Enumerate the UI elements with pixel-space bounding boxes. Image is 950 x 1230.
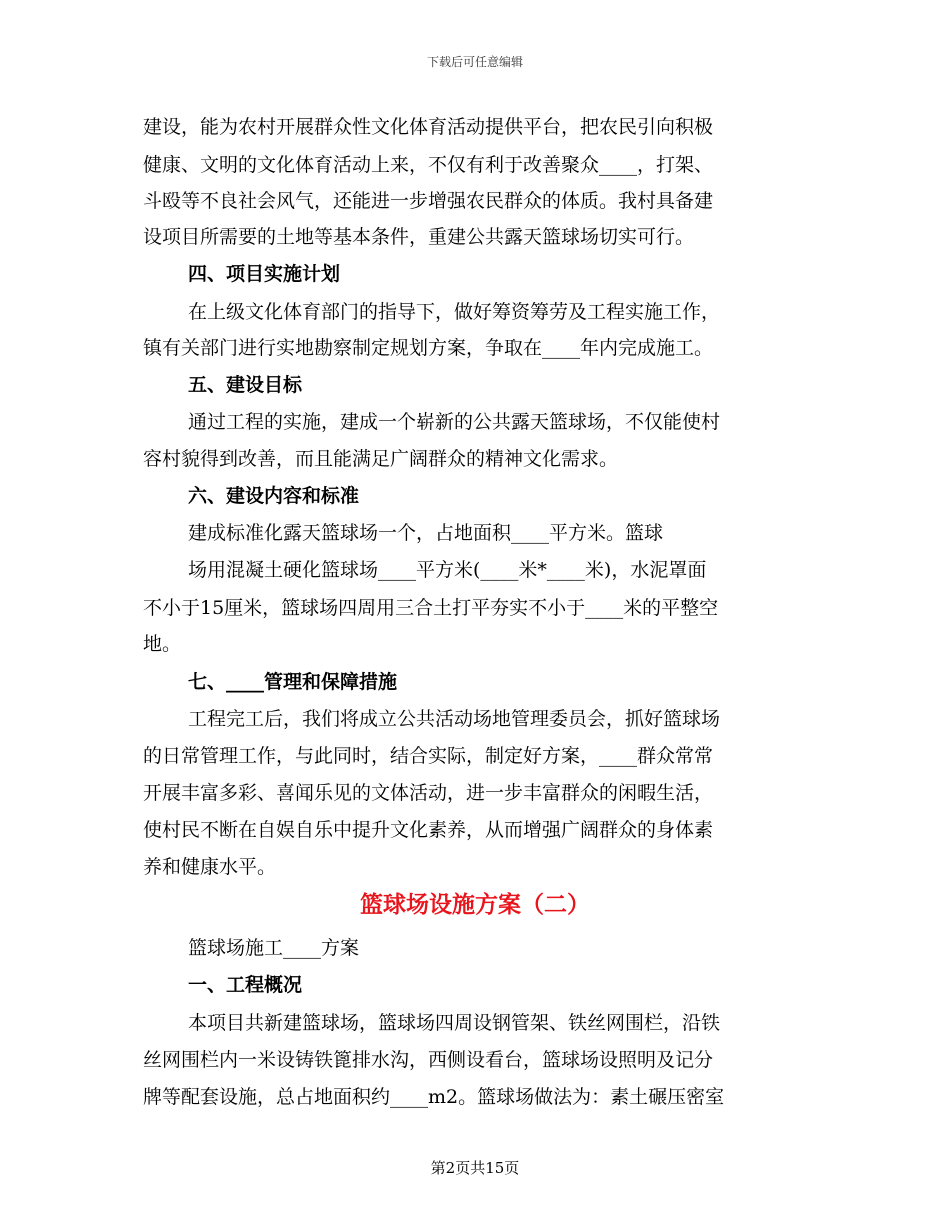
paragraph-line: 建设，能为农村开展群众性文化体育活动提供平台，把农民引向积极: [143, 116, 714, 138]
section-heading: 七、____管理和保障措施: [188, 671, 398, 693]
page-number: 第2页共15页: [430, 1159, 520, 1177]
paragraph-line: 地。: [143, 633, 182, 655]
paragraph-line: 牌等配套设施，总占地面积约____m2。篮球场做法为：素土碾压密室: [143, 1086, 725, 1108]
paragraph-line: 工程完工后，我们将成立公共活动场地管理委员会，抓好篮球场: [188, 708, 721, 730]
paragraph-line: 丝网围栏内一米设铸铁篦排水沟，西侧设看台，篮球场设照明及记分: [143, 1049, 714, 1071]
page-header-note: 下载后可任意编辑: [426, 55, 523, 69]
paragraph-line: 设项目所需要的土地等基本条件，重建公共露天篮球场切实可行。: [143, 226, 695, 248]
paragraph-line: 容村貌得到改善，而且能满足广阔群众的精神文化需求。: [143, 448, 619, 470]
paragraph-line: 使村民不断在自娱自乐中提升文化素养，从而增强广阔群众的身体素: [143, 819, 714, 841]
paragraph-line: 场用混凝土硬化篮球场____平方米(____米*____米)，水泥罩面: [188, 559, 707, 581]
paragraph-line: 镇有关部门进行实地勘察制定规划方案，争取在____年内完成施工。: [143, 337, 714, 359]
paragraph-line: 通过工程的实施，建成一个崭新的公共露天篮球场，不仅能使村: [188, 411, 721, 433]
section-heading: 五、建设目标: [188, 374, 303, 396]
paragraph-line: 不小于15厘米，篮球场四周用三合土打平夯实不小于____米的平整空: [143, 597, 719, 619]
paragraph-line: 的日常管理工作，与此同时，结合实际，制定好方案，____群众常常: [143, 745, 714, 767]
paragraph-line: 斗殴等不良社会风气，还能进一步增强农民群众的体质。我村具备建: [143, 190, 714, 212]
paragraph-line: 篮球场施工____方案: [188, 937, 360, 959]
paragraph-line: 本项目共新建篮球场，篮球场四周设钢管架、铁丝网围栏，沿铁: [188, 1012, 721, 1034]
paragraph-line: 建成标准化露天篮球场一个，占地面积____平方米。篮球: [188, 522, 664, 544]
section-title: 篮球场设施方案（二）: [360, 891, 590, 918]
section-heading: 六、建设内容和标准: [188, 485, 360, 507]
paragraph-line: 健康、文明的文化体育活动上来，不仅有利于改善聚众____，打架、: [143, 154, 714, 176]
paragraph-line: 在上级文化体育部门的指导下，做好筹资筹劳及工程实施工作，: [188, 301, 721, 323]
section-heading: 四、项目实施计划: [188, 263, 341, 285]
paragraph-line: 开展丰富多彩、喜闻乐见的文体活动，进一步丰富群众的闲暇生活，: [143, 782, 714, 804]
paragraph-line: 养和健康水平。: [143, 856, 277, 878]
section-heading: 一、工程概况: [188, 974, 303, 996]
